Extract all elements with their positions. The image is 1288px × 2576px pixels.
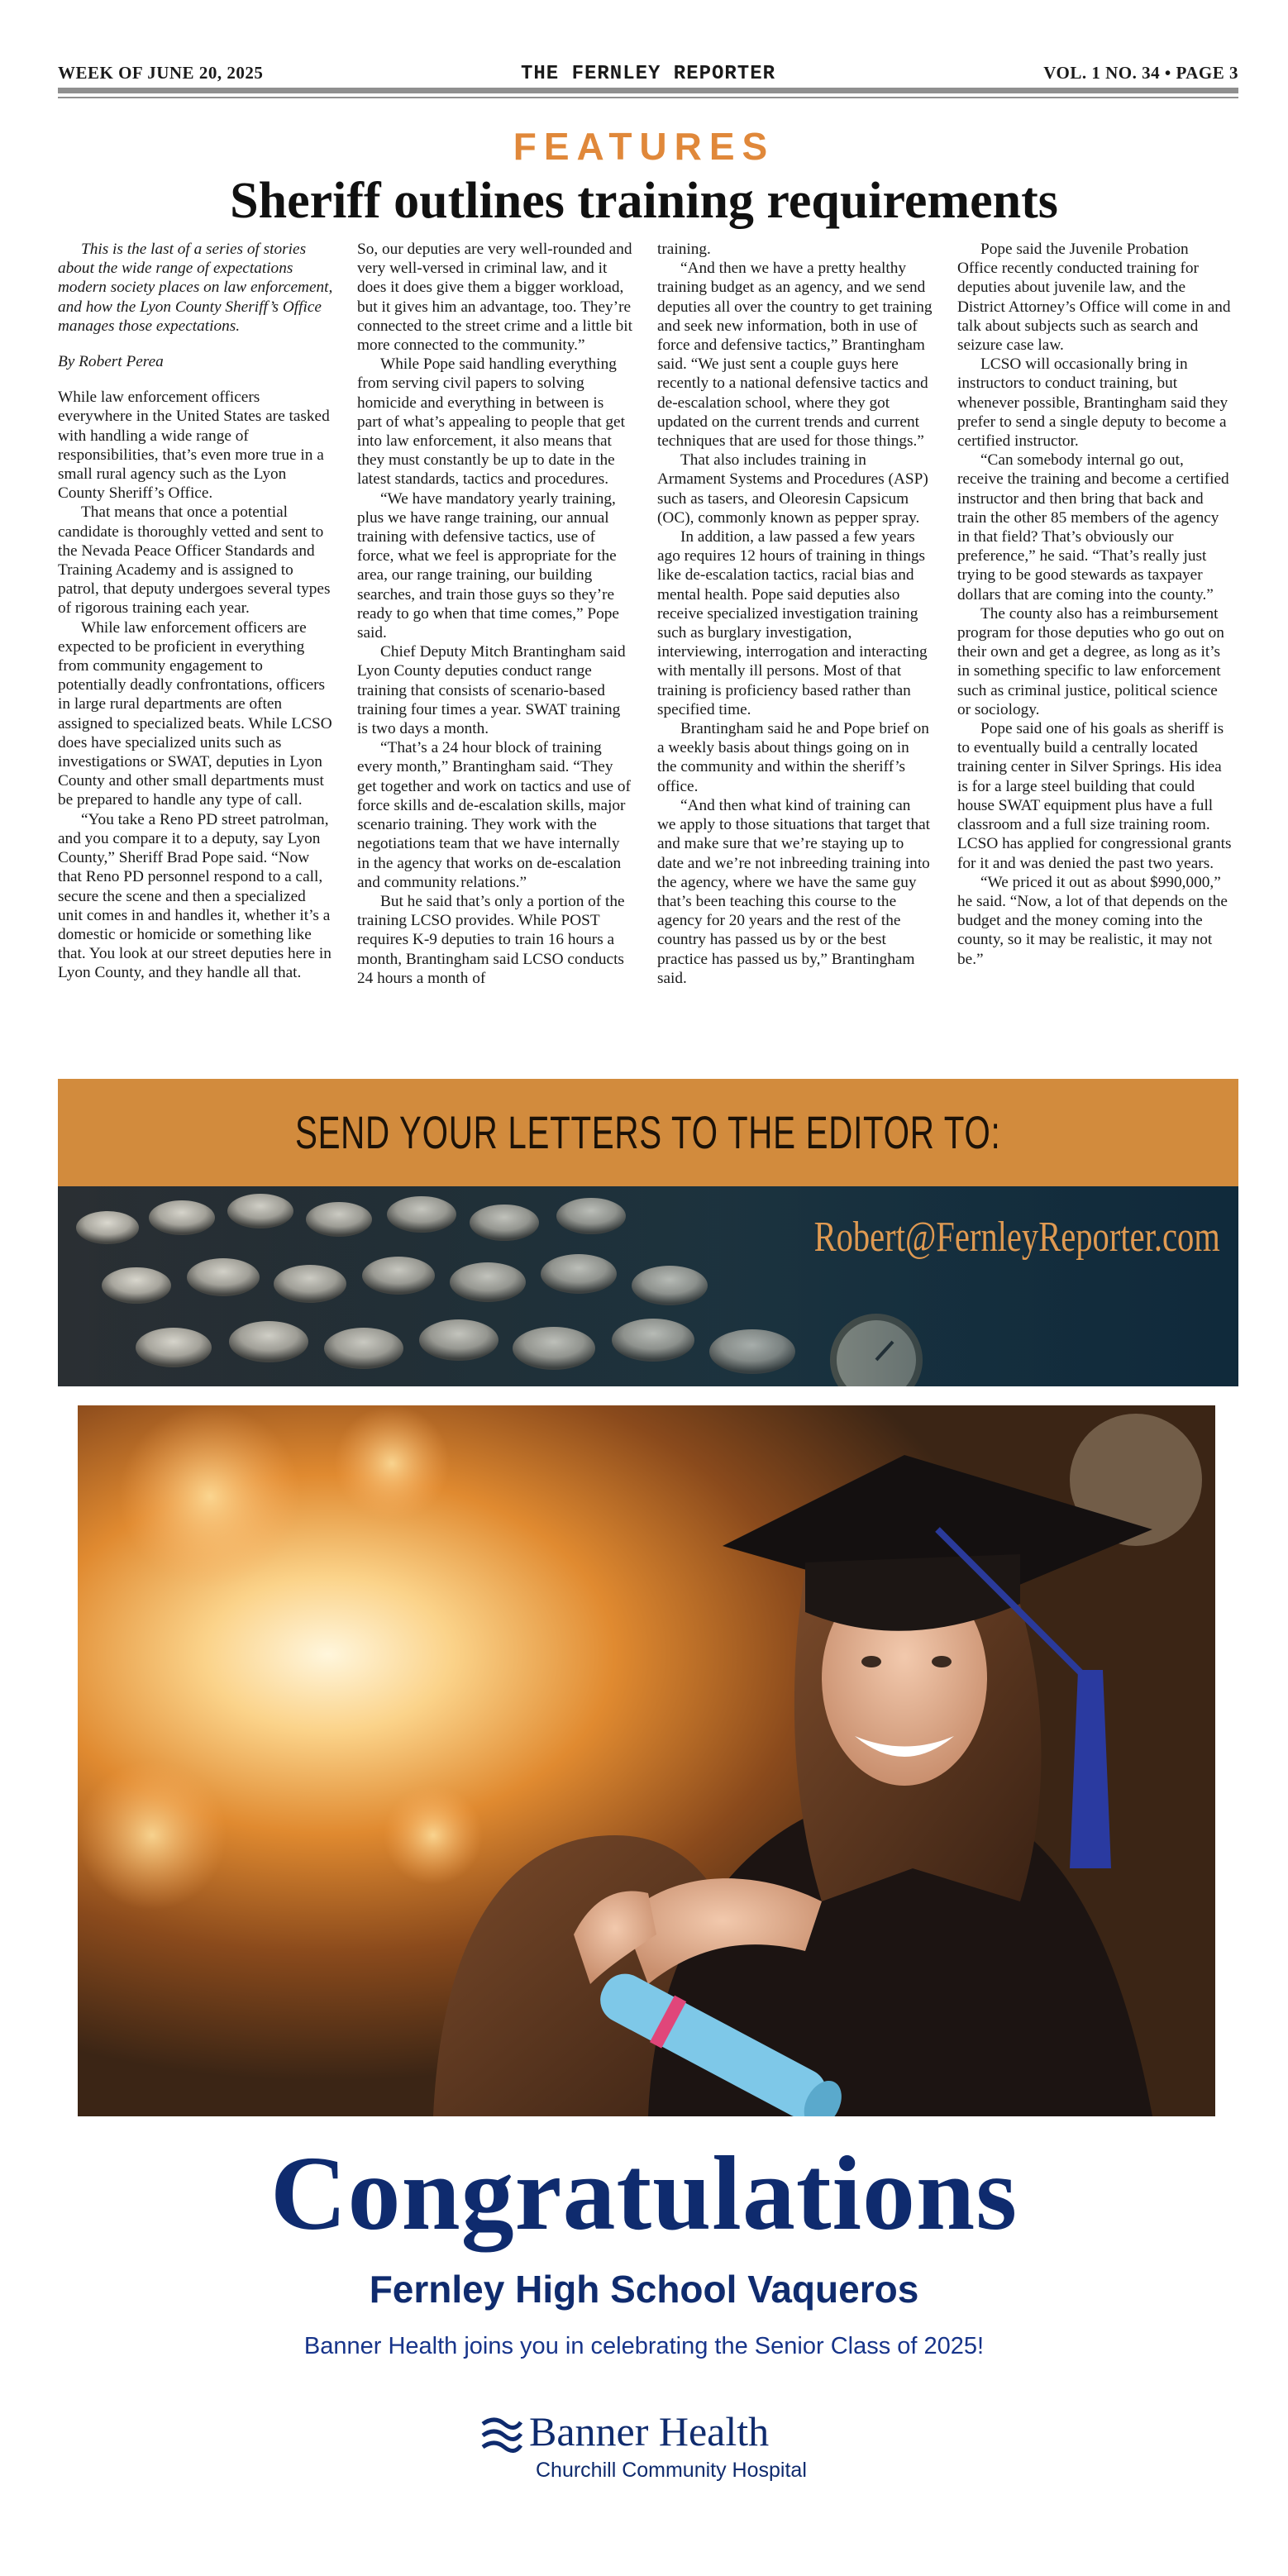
byline: By Robert Perea	[58, 353, 164, 371]
editor-email-text: Robert@FernleyReporter.com	[813, 1214, 1220, 1261]
ad-headline: Congratulations	[270, 2135, 1018, 2252]
ad-school: Fernley High School Vaqueros	[369, 2268, 919, 2311]
paragraph: But he said that’s only a portion of the training LCSO provides. While POST requires K-9 deputies to train 16 hours a month, Brantingham said LCSO conducts 24 hours a month of	[357, 892, 625, 987]
graduate-hug-illustration	[78, 1405, 1215, 2116]
issue-number: VOL. 1 NO. 34 • PAGE 3	[1043, 63, 1238, 83]
graduation-photo	[78, 1405, 1215, 2116]
letters-banner	[58, 1079, 1238, 1386]
editor-email[interactable]	[699, 1213, 1220, 1262]
masthead-rule-thin	[58, 97, 1238, 98]
paragraph: While law enforcement officers everywhere in the United States are tasked with handling a wide range of responsibilities, that’s even more true in a small rural agency such as the Lyon County Sheriff’s Office.	[58, 389, 330, 503]
article-body	[58, 240, 1238, 1071]
letters-heading-band	[58, 1079, 1238, 1186]
paragraph: Chief Deputy Mitch Brantingham said Lyon County deputies conduct range training that consists of scenario-based training four times a year. SWAT training is two days a month.	[357, 643, 626, 738]
paragraph: In addition, a law passed a few years ago requires 12 hours of training in things like de-escalation tactics, racial bias and mental health. Pope said deputies also receive specialized investigation training such as burglary investigation, interviewing, interrogation and interacting with mentally ill persons. Most of that training is proficiency based rather than specified time.	[657, 528, 928, 718]
banner-health-emblem-icon	[479, 2412, 522, 2455]
masthead	[58, 63, 1238, 86]
paragraph: “And then we have a pretty healthy training budget as an agency, and we send deputies all over the country to get training and seek new information, both in use of force and defensive tactics,” Brantingham said. “We just sent a couple guys here recently to a national defensive tactics and de-escalation school, where they got updated on the current trends and current techniques that are used for those things.”	[657, 260, 933, 451]
column-1	[58, 240, 333, 983]
column-4	[957, 240, 1233, 969]
paragraph: While law enforcement officers are expected to be proficient in everything from community engagement to potentially deadly confrontations, officers in large rural departments are often assigned to specialized beats. While LCSO does have specialized units such as investigations or SWAT, deputies in Lyon County and other small departments must be prepared to handle any type of call.	[58, 618, 332, 809]
brand-name: Banner Health	[529, 2408, 770, 2454]
paragraph: “That’s a 24 hour block of training every month,” Brantingham said. “They get together and work on tactics and use of force skills and de-escalation skills, major scenario training. They work with the negotiations team that we have internally in the agency that works on de-escalation and community relations.”	[357, 739, 631, 891]
banner-health-logo	[479, 2407, 827, 2498]
paragraph: Pope said one of his goals as sheriff is to eventually build a centrally located training center in Silver Springs. His idea is for a large steel building that could house SWAT equipment plus have a full classroom and a full size training room. LCSO has applied for congressional grants for it and was denied the past two years.	[957, 720, 1232, 872]
paragraph: “You take a Reno PD street patrolman, and you compare it to a deputy, say Lyon County,” Sheriff Brad Pope said. “Now that Reno PD personnel respond to a call, secure the scene and then a specialized unit comes in and handles it, whether it’s a domestic or homicide or something like that. You look at our street deputies here in Lyon County, and they handle all that.	[58, 810, 332, 982]
column-2	[357, 240, 632, 988]
issue-week: WEEK OF JUNE 20, 2025	[58, 63, 264, 83]
article-headline: Sheriff outlines training requirements	[230, 173, 1058, 229]
paragraph: LCSO will occasionally bring in instructors to conduct training, but whenever possible, Brantingham said they prefer to send a single deputy to become a certified instructor.	[957, 355, 1228, 451]
paragraph: “We priced it out as about $990,000,” he said. “Now, a lot of that depends on the budget and the money coming into the county, so it may be realistic, it may not be.”	[957, 873, 1228, 968]
section-label: FEATURES	[513, 125, 775, 168]
paragraph: “Can somebody internal go out, receive the training and become a certified instructor and then bring that back and train the other 85 members of the agency in that field? That’s obviously our preference,” he said. “That’s really just trying to be good stewards as taxpayer dollars that are coming into the county.”	[957, 451, 1229, 603]
letters-heading: SEND YOUR LETTERS TO THE EDITOR TO:	[295, 1106, 1001, 1158]
ad-message: Banner Health joins you in celebrating the Senior Class of 2025!	[303, 2333, 985, 2359]
article-intro: This is the last of a series of stories about the wide range of expectations modern society places on law enforcement, and how the Lyon County Sheriff’s Office manages those expectations.	[58, 241, 333, 335]
masthead-rule	[58, 88, 1238, 93]
paragraph: While Pope said handling everything from serving civil papers to solving homicide and everything in between is part of what’s appealing to people that get into law enforcement, it also means that they must constantly be up to date in the latest standards, tactics and procedures.	[357, 355, 625, 489]
typewriter-photo	[58, 1186, 1238, 1386]
paragraph: “We have mandatory yearly training, plus we have range training, our annual training with defensive tactics, use of force, what we feel is appropriate for the area, our range training, our building searches, and train those guys so they’re ready to go when that time comes,” Pope said.	[357, 489, 619, 642]
paragraph: That also includes training in Armament Systems and Procedures (ASP) such as tasers, and Oleoresin Capsicum (OC), commonly known as pepper spray.	[657, 451, 928, 527]
column-3	[657, 240, 933, 988]
hospital-name: Churchill Community Hospital	[536, 2459, 807, 2482]
paragraph: Pope said the Juvenile Probation Office recently conducted training for deputies about juvenile law, and the District Attorney’s Office will come in and talk about subjects such as search and seizure case law.	[957, 241, 1231, 355]
paper-name: THE FERNLEY REPORTER	[520, 63, 776, 85]
paragraph: training.	[657, 241, 711, 258]
paragraph: Brantingham said he and Pope brief on a weekly basis about things going on in the community and within the sheriff’s office.	[657, 720, 929, 795]
paragraph: So, our deputies are very well-rounded and very well-versed in criminal law, and it does it does give them a bigger workload, but it gives him an advantage, too. They’re connected to the street crime and a little bit more connected to the community.”	[357, 241, 633, 355]
paragraph: That means that once a potential candidate is thoroughly vetted and sent to the Nevada Peace Officer Standards and Training Academy and is assigned to patrol, that deputy undergoes several types of rigorous training each year.	[58, 503, 331, 618]
paragraph: “And then what kind of training can we apply to those situations that target that and make sure that we’re staying up to date and we’re not inbreeding training into the agency, where we have the same guy that’s been teaching this course to the agency for 20 years and the rest of the country has passed us by or the best practice has passed us by,” Brantingham said.	[657, 796, 931, 987]
paragraph: The county also has a reimbursement program for those deputies who go out on their own and get a degree, as long as it’s in something specific to law enforcement such as criminal justice, political science or sociology.	[957, 604, 1224, 718]
